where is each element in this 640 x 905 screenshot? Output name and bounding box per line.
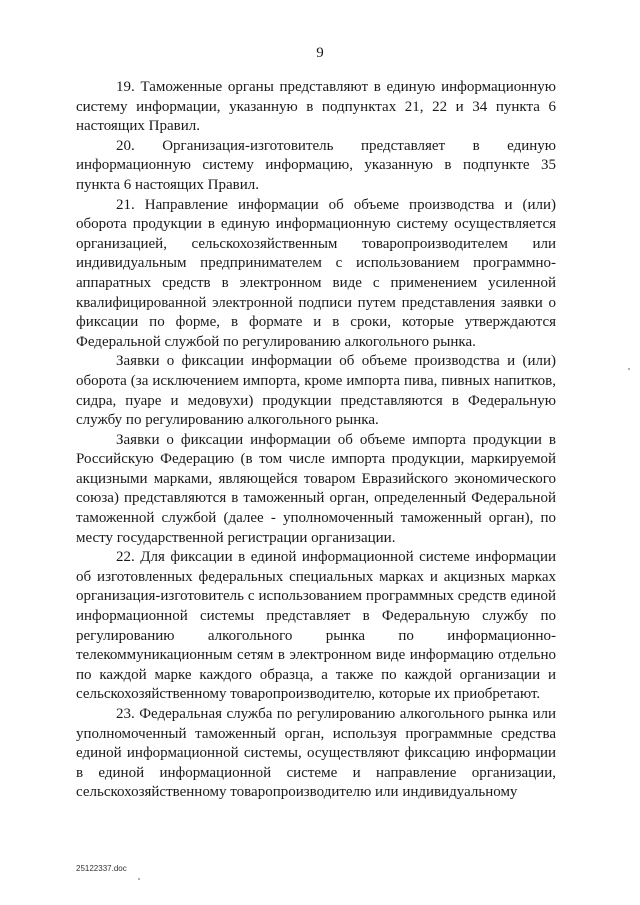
paragraph-21-production-orders: Заявки о фиксации информации об объеме производства и (или) оборота (за исключением импорта, кроме импорта пива, пивных напитков, сидра, пуаре и медовухи) продукции представляются в Федеральную службу по регулированию алкогольного рынка. (76, 353, 556, 429)
paragraph-23: 23. Федеральная служба по регулированию алкогольного рынка или уполномоченный таможенный орган, используя программные средства единой информационной системы, осуществляют фиксацию информации в единой информационной системе и направление организации, сельскохозяйственному товаропроизводителю или индивидуальному (76, 706, 556, 801)
document-body (76, 78, 556, 803)
paragraph-20: 20. Организация-изготовитель представляет в единую информационную систему информацию, указанную в подпункте 35 пункта 6 настоящих Правил. (76, 137, 556, 193)
page-number: 9 (316, 45, 324, 61)
paragraph-21: 21. Направление информации об объеме производства и (или) оборота продукции в единую информационную систему осуществляется организацией, сельскохозяйственным товаропроизводителем или индивидуальным предпринимателем с использованием программно-аппаратных средств в электронном виде с применением усиленной квалифицированной электронной подписи путем представления заявки о фиксации по форме, в формате и в сроки, которые утверждаются Федеральной службой по регулированию алкогольного рынка. (76, 196, 556, 350)
paragraph-19: 19. Таможенные органы представляют в единую информационную систему информации, указанную в подпунктах 21, 22 и 34 пункта 6 настоящих Правил. (76, 79, 556, 135)
scan-artifact (628, 368, 630, 370)
paragraph-22: 22. Для фиксации в единой информационной системе информации об изготовленных федеральных специальных марках и акцизных марках организация-изготовитель с использованием программных средств единой информационной системы представляет в Федеральную службу по регулированию алкогольного рынка по информационно-телекоммуникационным сетям в электронном виде информацию отдельно по каждой марке каждого образца, а также по каждой организации и сельскохозяйственному товаропроизводителю, которые их приобретают. (76, 549, 556, 703)
paragraph-21-import-orders: Заявки о фиксации информации об объеме импорта продукции в Российскую Федерацию (в том числе импорта продукции, маркируемой акцизными марками, являющейся товаром Евразийского экономического союза) представляются в таможенный орган, определенный Федеральной таможенной службой (далее - уполномоченный таможенный орган), по месту государственной регистрации организации. (76, 431, 556, 546)
scan-artifact (138, 878, 140, 880)
footer-filename: 25122337.doc (76, 864, 127, 873)
